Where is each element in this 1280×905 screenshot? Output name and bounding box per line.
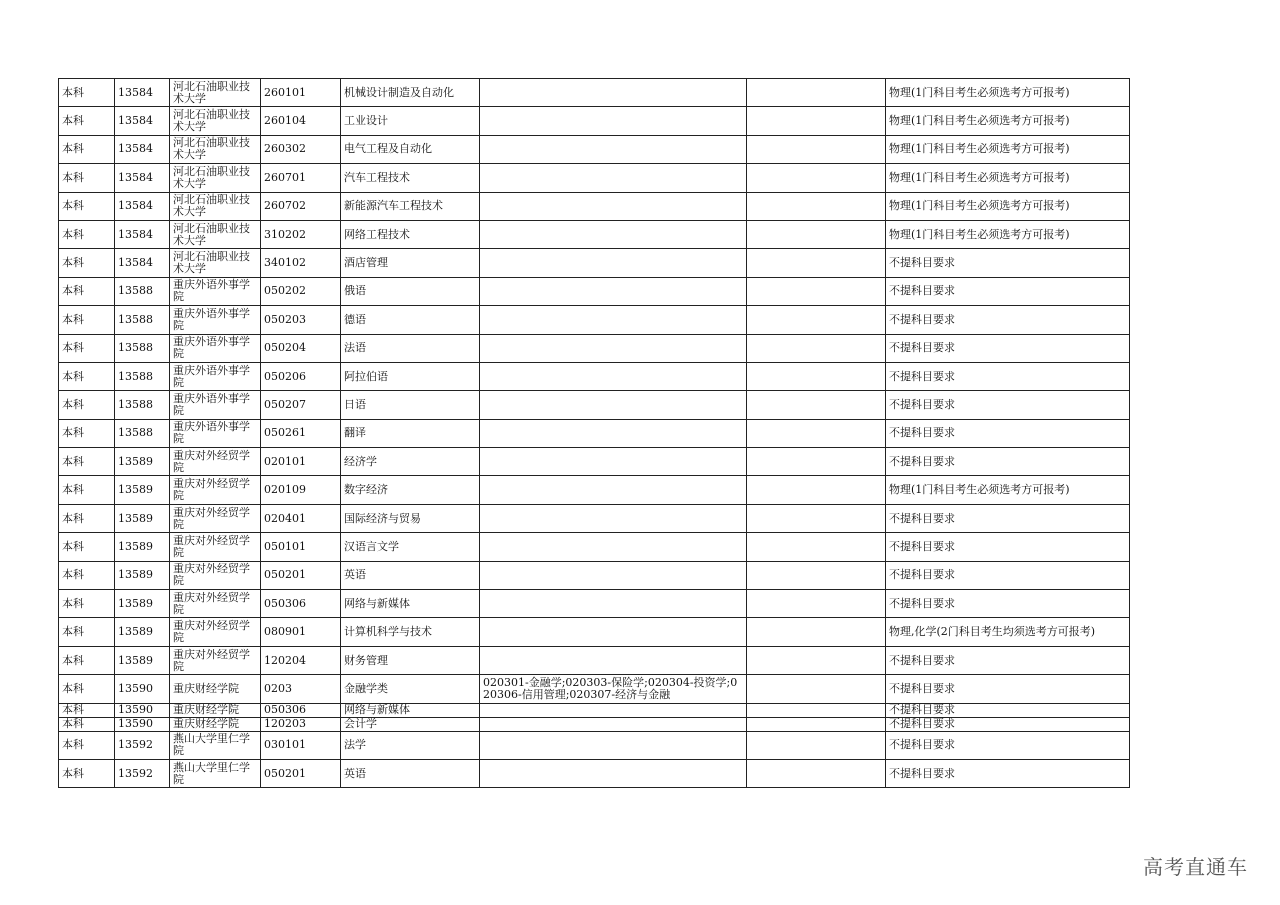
cell-included-majors: [480, 220, 747, 248]
cell-school-name: 重庆对外经贸学院: [170, 646, 261, 674]
cell-subject-requirement: 不提科目要求: [886, 277, 1130, 305]
cell-major-name: 法语: [341, 334, 480, 362]
cell-note: [747, 476, 886, 504]
cell-school-name: 重庆对外经贸学院: [170, 618, 261, 646]
cell-school-name: 重庆财经学院: [170, 717, 261, 731]
cell-major-name: 汉语言文学: [341, 533, 480, 561]
cell-included-majors: [480, 717, 747, 731]
cell-school-code: 13589: [115, 504, 170, 532]
cell-subject-requirement: 不提科目要求: [886, 590, 1130, 618]
cell-school-code: 13584: [115, 164, 170, 192]
table-row: [59, 164, 1130, 192]
cell-level: 本科: [59, 135, 115, 163]
cell-major-code: 050203: [261, 306, 341, 334]
cell-subject-requirement: 不提科目要求: [886, 533, 1130, 561]
cell-included-majors: [480, 703, 747, 717]
cell-included-majors: [480, 504, 747, 532]
cell-included-majors: [480, 561, 747, 589]
cell-included-majors: [480, 334, 747, 362]
cell-note: [747, 504, 886, 532]
cell-subject-requirement: 不提科目要求: [886, 362, 1130, 390]
table-row: [59, 504, 1130, 532]
cell-subject-requirement: 不提科目要求: [886, 448, 1130, 476]
cell-included-majors: [480, 306, 747, 334]
cell-major-code: 050101: [261, 533, 341, 561]
cell-school-name: 重庆对外经贸学院: [170, 590, 261, 618]
cell-included-majors: [480, 590, 747, 618]
cell-note: [747, 646, 886, 674]
cell-included-majors: 020301-金融学;020303-保险学;020304-投资学;020306-信用管理;020307-经济与金融: [480, 675, 747, 703]
cell-level: 本科: [59, 220, 115, 248]
cell-school-code: 13589: [115, 476, 170, 504]
cell-school-code: 13590: [115, 717, 170, 731]
cell-major-code: 020401: [261, 504, 341, 532]
cell-school-name: 重庆外语外事学院: [170, 334, 261, 362]
cell-included-majors: [480, 79, 747, 107]
cell-subject-requirement: 不提科目要求: [886, 759, 1130, 787]
table-row: [59, 419, 1130, 447]
cell-note: [747, 717, 886, 731]
cell-included-majors: [480, 107, 747, 135]
cell-major-name: 英语: [341, 759, 480, 787]
cell-subject-requirement: 不提科目要求: [886, 731, 1130, 759]
cell-school-name: 重庆对外经贸学院: [170, 561, 261, 589]
cell-major-name: 英语: [341, 561, 480, 589]
cell-school-name: 重庆外语外事学院: [170, 362, 261, 390]
cell-note: [747, 731, 886, 759]
cell-level: 本科: [59, 759, 115, 787]
cell-major-code: 030101: [261, 731, 341, 759]
cell-school-name: 重庆对外经贸学院: [170, 504, 261, 532]
table-row: [59, 306, 1130, 334]
cell-school-name: 燕山大学里仁学院: [170, 759, 261, 787]
cell-included-majors: [480, 249, 747, 277]
cell-level: 本科: [59, 448, 115, 476]
cell-school-code: 13584: [115, 220, 170, 248]
cell-included-majors: [480, 448, 747, 476]
cell-major-name: 汽车工程技术: [341, 164, 480, 192]
cell-major-code: 050204: [261, 334, 341, 362]
cell-note: [747, 306, 886, 334]
cell-subject-requirement: 物理(1门科目考生必须选考方可报考): [886, 79, 1130, 107]
cell-level: 本科: [59, 590, 115, 618]
table-row: [59, 703, 1130, 717]
cell-level: 本科: [59, 362, 115, 390]
cell-included-majors: [480, 135, 747, 163]
cell-note: [747, 618, 886, 646]
cell-note: [747, 334, 886, 362]
cell-school-name: 重庆财经学院: [170, 675, 261, 703]
cell-level: 本科: [59, 107, 115, 135]
cell-level: 本科: [59, 504, 115, 532]
table-row: [59, 533, 1130, 561]
cell-major-code: 0203: [261, 675, 341, 703]
cell-school-name: 重庆外语外事学院: [170, 419, 261, 447]
cell-included-majors: [480, 476, 747, 504]
cell-school-name: 河北石油职业技术大学: [170, 135, 261, 163]
cell-subject-requirement: 物理(1门科目考生必须选考方可报考): [886, 220, 1130, 248]
table-row: [59, 79, 1130, 107]
cell-included-majors: [480, 646, 747, 674]
table-row: [59, 192, 1130, 220]
cell-level: 本科: [59, 192, 115, 220]
table-row: [59, 391, 1130, 419]
cell-level: 本科: [59, 646, 115, 674]
cell-school-code: 13589: [115, 646, 170, 674]
cell-subject-requirement: 不提科目要求: [886, 561, 1130, 589]
cell-school-code: 13589: [115, 590, 170, 618]
cell-note: [747, 448, 886, 476]
table-row: [59, 334, 1130, 362]
cell-major-code: 050306: [261, 590, 341, 618]
cell-level: 本科: [59, 79, 115, 107]
cell-note: [747, 419, 886, 447]
table-row: [59, 220, 1130, 248]
table-row: [59, 717, 1130, 731]
cell-major-name: 经济学: [341, 448, 480, 476]
cell-subject-requirement: 不提科目要求: [886, 504, 1130, 532]
cell-included-majors: [480, 277, 747, 305]
cell-level: 本科: [59, 391, 115, 419]
cell-subject-requirement: 物理(1门科目考生必须选考方可报考): [886, 107, 1130, 135]
cell-level: 本科: [59, 419, 115, 447]
cell-major-code: 050261: [261, 419, 341, 447]
cell-subject-requirement: 不提科目要求: [886, 391, 1130, 419]
cell-note: [747, 164, 886, 192]
cell-school-code: 13590: [115, 703, 170, 717]
cell-level: 本科: [59, 675, 115, 703]
cell-school-name: 河北石油职业技术大学: [170, 220, 261, 248]
cell-included-majors: [480, 391, 747, 419]
cell-note: [747, 135, 886, 163]
table-row: [59, 362, 1130, 390]
cell-major-code: 050206: [261, 362, 341, 390]
cell-level: 本科: [59, 476, 115, 504]
cell-level: 本科: [59, 334, 115, 362]
cell-included-majors: [480, 419, 747, 447]
cell-major-code: 340102: [261, 249, 341, 277]
cell-school-name: 重庆对外经贸学院: [170, 448, 261, 476]
cell-major-name: 网络工程技术: [341, 220, 480, 248]
cell-major-name: 日语: [341, 391, 480, 419]
cell-major-code: 020101: [261, 448, 341, 476]
table-row: [59, 618, 1130, 646]
cell-major-name: 国际经济与贸易: [341, 504, 480, 532]
cell-major-code: 260101: [261, 79, 341, 107]
cell-major-name: 法学: [341, 731, 480, 759]
table-row: [59, 731, 1130, 759]
cell-school-code: 13588: [115, 306, 170, 334]
cell-included-majors: [480, 192, 747, 220]
table-row: [59, 675, 1130, 703]
cell-major-name: 网络与新媒体: [341, 590, 480, 618]
cell-school-name: 重庆对外经贸学院: [170, 476, 261, 504]
cell-subject-requirement: 物理(1门科目考生必须选考方可报考): [886, 135, 1130, 163]
cell-major-code: 310202: [261, 220, 341, 248]
cell-major-name: 酒店管理: [341, 249, 480, 277]
cell-major-name: 德语: [341, 306, 480, 334]
cell-subject-requirement: 物理(1门科目考生必须选考方可报考): [886, 476, 1130, 504]
cell-school-code: 13590: [115, 675, 170, 703]
cell-subject-requirement: 不提科目要求: [886, 249, 1130, 277]
table-row: [59, 448, 1130, 476]
cell-school-code: 13589: [115, 533, 170, 561]
cell-included-majors: [480, 618, 747, 646]
cell-major-code: 050201: [261, 759, 341, 787]
cell-level: 本科: [59, 277, 115, 305]
cell-major-code: 120203: [261, 717, 341, 731]
cell-major-code: 260702: [261, 192, 341, 220]
cell-major-code: 080901: [261, 618, 341, 646]
cell-major-name: 数字经济: [341, 476, 480, 504]
cell-school-code: 13592: [115, 731, 170, 759]
table-row: [59, 759, 1130, 787]
cell-major-name: 新能源汽车工程技术: [341, 192, 480, 220]
cell-major-name: 俄语: [341, 277, 480, 305]
cell-major-code: 050207: [261, 391, 341, 419]
cell-subject-requirement: 不提科目要求: [886, 334, 1130, 362]
cell-school-code: 13584: [115, 249, 170, 277]
table-row: [59, 561, 1130, 589]
cell-major-name: 工业设计: [341, 107, 480, 135]
cell-note: [747, 79, 886, 107]
cell-level: 本科: [59, 703, 115, 717]
cell-major-code: 050201: [261, 561, 341, 589]
cell-major-name: 翻译: [341, 419, 480, 447]
cell-subject-requirement: 不提科目要求: [886, 717, 1130, 731]
cell-major-code: 120204: [261, 646, 341, 674]
cell-major-name: 阿拉伯语: [341, 362, 480, 390]
cell-included-majors: [480, 759, 747, 787]
cell-major-code: 050306: [261, 703, 341, 717]
cell-school-code: 13584: [115, 107, 170, 135]
cell-level: 本科: [59, 533, 115, 561]
cell-school-name: 重庆外语外事学院: [170, 306, 261, 334]
table-row: [59, 277, 1130, 305]
cell-subject-requirement: 物理,化学(2门科目考生均须选考方可报考): [886, 618, 1130, 646]
cell-major-name: 金融学类: [341, 675, 480, 703]
cell-note: [747, 561, 886, 589]
cell-note: [747, 590, 886, 618]
cell-school-code: 13584: [115, 79, 170, 107]
cell-school-name: 河北石油职业技术大学: [170, 79, 261, 107]
cell-note: [747, 277, 886, 305]
cell-major-code: 260302: [261, 135, 341, 163]
cell-major-code: 260701: [261, 164, 341, 192]
cell-major-name: 会计学: [341, 717, 480, 731]
cell-school-code: 13592: [115, 759, 170, 787]
cell-school-code: 13588: [115, 277, 170, 305]
cell-major-code: 050202: [261, 277, 341, 305]
cell-subject-requirement: 物理(1门科目考生必须选考方可报考): [886, 164, 1130, 192]
cell-major-code: 020109: [261, 476, 341, 504]
cell-included-majors: [480, 362, 747, 390]
cell-level: 本科: [59, 717, 115, 731]
cell-major-name: 电气工程及自动化: [341, 135, 480, 163]
cell-included-majors: [480, 731, 747, 759]
cell-school-code: 13589: [115, 618, 170, 646]
table-row: [59, 249, 1130, 277]
cell-subject-requirement: 不提科目要求: [886, 306, 1130, 334]
cell-school-name: 河北石油职业技术大学: [170, 107, 261, 135]
cell-school-name: 重庆对外经贸学院: [170, 533, 261, 561]
cell-subject-requirement: 不提科目要求: [886, 419, 1130, 447]
admission-table: [58, 78, 1130, 788]
table-row: [59, 476, 1130, 504]
cell-level: 本科: [59, 561, 115, 589]
cell-school-name: 河北石油职业技术大学: [170, 192, 261, 220]
cell-subject-requirement: 物理(1门科目考生必须选考方可报考): [886, 192, 1130, 220]
cell-school-code: 13588: [115, 362, 170, 390]
table-row: [59, 135, 1130, 163]
cell-note: [747, 533, 886, 561]
cell-school-code: 13584: [115, 192, 170, 220]
cell-level: 本科: [59, 618, 115, 646]
cell-note: [747, 391, 886, 419]
cell-school-code: 13588: [115, 419, 170, 447]
cell-note: [747, 249, 886, 277]
cell-school-code: 13589: [115, 448, 170, 476]
cell-subject-requirement: 不提科目要求: [886, 675, 1130, 703]
table-row: [59, 646, 1130, 674]
cell-school-code: 13588: [115, 334, 170, 362]
cell-subject-requirement: 不提科目要求: [886, 646, 1130, 674]
cell-school-name: 河北石油职业技术大学: [170, 164, 261, 192]
table-body: [59, 79, 1130, 788]
cell-note: [747, 703, 886, 717]
cell-included-majors: [480, 533, 747, 561]
cell-major-code: 260104: [261, 107, 341, 135]
cell-note: [747, 220, 886, 248]
cell-school-code: 13588: [115, 391, 170, 419]
cell-level: 本科: [59, 164, 115, 192]
table-row: [59, 590, 1130, 618]
cell-school-name: 重庆外语外事学院: [170, 391, 261, 419]
cell-major-name: 财务管理: [341, 646, 480, 674]
cell-school-code: 13584: [115, 135, 170, 163]
cell-major-name: 计算机科学与技术: [341, 618, 480, 646]
cell-subject-requirement: 不提科目要求: [886, 703, 1130, 717]
cell-note: [747, 759, 886, 787]
cell-note: [747, 107, 886, 135]
cell-school-name: 燕山大学里仁学院: [170, 731, 261, 759]
cell-major-name: 机械设计制造及自动化: [341, 79, 480, 107]
cell-note: [747, 192, 886, 220]
cell-included-majors: [480, 164, 747, 192]
cell-school-name: 重庆财经学院: [170, 703, 261, 717]
cell-note: [747, 362, 886, 390]
cell-level: 本科: [59, 731, 115, 759]
cell-school-code: 13589: [115, 561, 170, 589]
cell-school-name: 重庆外语外事学院: [170, 277, 261, 305]
cell-major-name: 网络与新媒体: [341, 703, 480, 717]
watermark-text: 高考直通车: [1143, 855, 1248, 879]
cell-school-name: 河北石油职业技术大学: [170, 249, 261, 277]
cell-level: 本科: [59, 306, 115, 334]
table-row: [59, 107, 1130, 135]
cell-level: 本科: [59, 249, 115, 277]
cell-note: [747, 675, 886, 703]
